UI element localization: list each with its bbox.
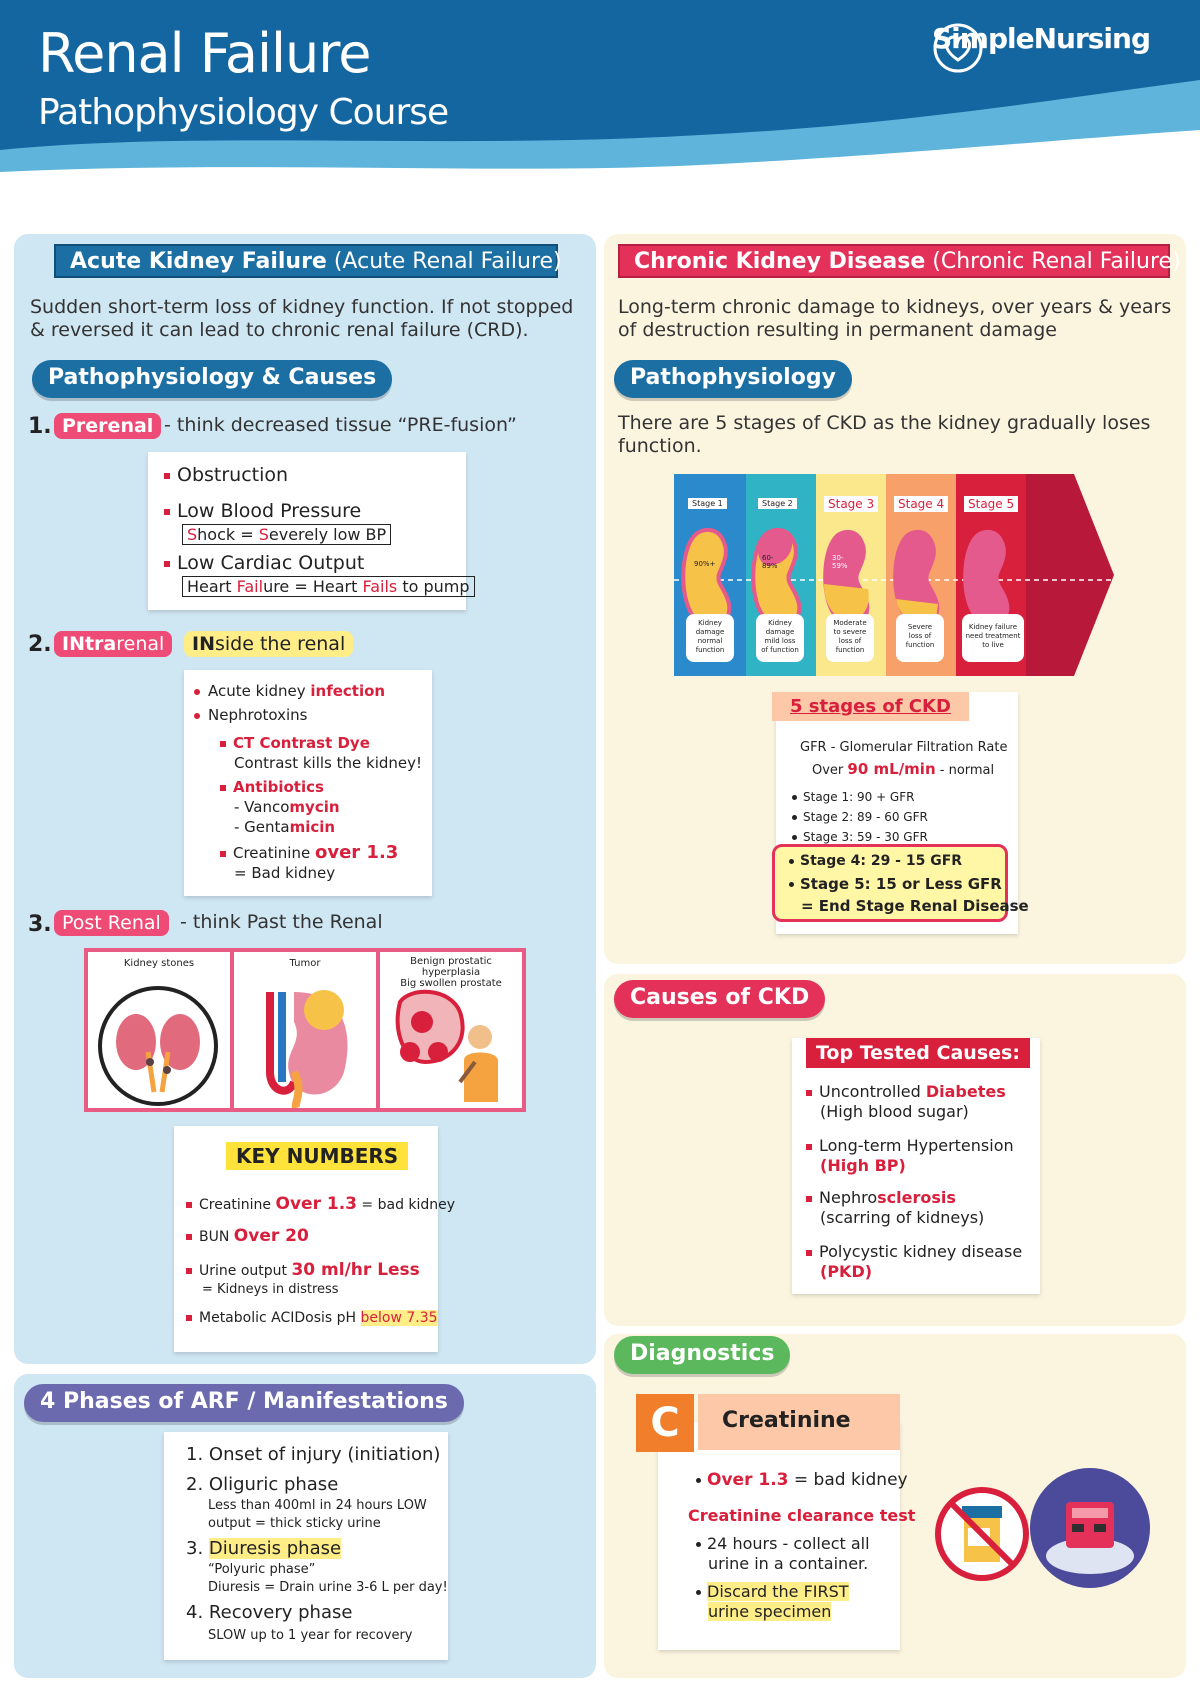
stage-1-gfr: Stage 1: 90 + GFR: [792, 790, 914, 804]
intrarenal-card: [184, 670, 432, 896]
key-creatinine: Creatinine Over 1.3 = bad kidney: [186, 1194, 455, 1214]
end-stage-highlight: [772, 844, 1029, 922]
intrarenal-number: 2.: [28, 632, 52, 657]
key-numbers-card: [174, 1126, 456, 1352]
stage-3-label: Stage 3: [824, 496, 878, 512]
prerenal-card: [148, 452, 470, 610]
inside-tag: INside the renal: [184, 631, 353, 657]
postrenal-tag: Post Renal: [54, 910, 169, 936]
creatinine-card: [658, 1422, 916, 1650]
intrarenal-tag: INtrarenal: [54, 631, 172, 657]
header-banner: [0, 0, 1200, 220]
brand-name: SimpleNursing: [932, 22, 1150, 55]
cause-hypertension-note: (High BP): [820, 1156, 906, 1175]
key-acidosis: Metabolic ACIDosis pH below 7.35: [186, 1310, 438, 1326]
stage-5-label: Stage 5: [964, 496, 1018, 512]
diagnostics-pill: Diagnostics: [614, 1336, 790, 1374]
five-stages-card: [776, 692, 1029, 934]
stethoscope-heart-icon: [932, 22, 984, 74]
key-urine: Urine output 30 ml/hr Less: [186, 1260, 420, 1280]
bph-image: Benign prostatic hyperplasia Big swollen prostate: [380, 952, 522, 1108]
cause-nephrosclerosis-note: (scarring of kidneys): [820, 1208, 985, 1227]
prerenal-item-low-co: Low Cardiac Output: [164, 552, 364, 574]
intra-item-genta: - Gentamicin: [234, 818, 336, 836]
stage-5-gfr: Stage 5: 15 or Less GFR: [789, 875, 1002, 893]
stage-1-label: Stage 1: [688, 498, 727, 509]
diag-discard: Discard the FIRST: [696, 1582, 849, 1601]
prerenal-item-low-bp: Low Blood Pressure: [164, 500, 361, 522]
stage-1-pct: 90%+: [694, 560, 716, 568]
postrenal-number: 3.: [28, 912, 52, 937]
phase-2: 2. Oliguric phase: [186, 1474, 339, 1495]
five-stages-title: 5 stages of CKD: [772, 692, 969, 721]
cause-diabetes-note: (High blood sugar): [820, 1102, 969, 1121]
intra-item-vanco: - Vancomycin: [234, 798, 340, 816]
stage-3-desc: Moderate to severe loss of function: [826, 614, 874, 662]
creatinine-badge: C: [636, 1394, 694, 1452]
causes-pill: Causes of CKD: [614, 980, 825, 1018]
phase-4: 4. Recovery phase: [186, 1602, 353, 1623]
prostate-icon: [380, 952, 522, 1108]
intra-item-ct: CT Contrast Dye: [220, 734, 370, 752]
key-bun: BUN Over 20: [186, 1226, 309, 1246]
ckd-stage-chart: [674, 474, 1114, 676]
stage-4-gfr: Stage 4: 29 - 15 GFR: [789, 853, 962, 869]
ckd-stages-text: There are 5 stages of CKD as the kidney gradually loses function.: [618, 412, 1151, 457]
stage-1-desc: Kidney damage normal function: [686, 614, 734, 662]
no-urine-cup-icon: [932, 1484, 1032, 1584]
stage-2-gfr: Stage 2: 89 - 60 GFR: [792, 810, 928, 824]
stage-2-pct: 60-89%: [762, 554, 778, 570]
shock-note: Shock = Severely low BP: [182, 524, 391, 545]
stage-5-desc: Kidney failure need treatment to live: [962, 614, 1024, 662]
prerenal-number: 1.: [28, 414, 52, 439]
ckd-patho-pill: Pathophysiology: [614, 360, 852, 398]
intra-item-creatinine-note: = Bad kidney: [234, 864, 336, 882]
page-subtitle: Pathophysiology Course: [38, 92, 449, 133]
phase-3-note-1: “Polyuric phase”: [208, 1562, 316, 1577]
phases-pill: 4 Phases of ARF / Manifestations: [24, 1384, 464, 1422]
tumor-image: Tumor: [234, 952, 376, 1108]
cause-nephrosclerosis: Nephrosclerosis: [806, 1188, 956, 1207]
phase-4-note: SLOW up to 1 year for recovery: [208, 1628, 413, 1643]
ckd-title: Chronic Kidney Disease (Chronic Renal Failure): [618, 244, 1170, 278]
prerenal-item-obstruction: Obstruction: [164, 464, 288, 486]
stage-2-label: Stage 2: [758, 498, 797, 509]
akf-title: Acute Kidney Failure (Acute Renal Failure): [54, 244, 558, 278]
brand-logo: [932, 22, 1150, 55]
phase-1: 1. Onset of injury (initiation): [186, 1444, 441, 1465]
prerenal-tag: Prerenal: [54, 413, 161, 439]
diag-24h: 24 hours - collect all: [696, 1534, 870, 1553]
stage-3-gfr: Stage 3: 59 - 30 GFR: [792, 830, 928, 844]
intra-item-infection: Acute kidney infection: [194, 682, 385, 700]
postrenal-text: - think Past the Renal: [180, 911, 383, 933]
gfr-normal: Over 90 mL/min - normal: [812, 760, 995, 778]
diag-over: Over 1.3 = bad kidney: [696, 1470, 908, 1490]
stage-4-desc: Severe loss of function: [896, 614, 944, 662]
diag-24h-note: urine in a container.: [708, 1554, 869, 1573]
phase-3-note-2: Diuresis = Drain urine 3-6 L per day!: [208, 1580, 448, 1595]
gfr-definition: GFR - Glomerular Filtration Rate: [800, 740, 1008, 755]
heart-fail-note: Heart Failure = Heart Fails to pump: [182, 576, 475, 597]
key-urine-note: = Kidneys in distress: [202, 1282, 339, 1297]
cause-hypertension: Long-term Hypertension: [806, 1136, 1014, 1155]
cause-pkd: Polycystic kidney disease: [806, 1242, 1022, 1261]
ckd-description: Long-term chronic damage to kidneys, over years & years of destruction resulting in permanent damage: [618, 296, 1172, 341]
stage-3-pct: 30-59%: [832, 554, 848, 570]
intra-item-abx: Antibiotics: [220, 778, 324, 796]
akf-description: Sudden short-term loss of kidney function. If not stopped & reversed it can lead to chronic renal failure (CRD).: [30, 296, 574, 341]
stage-2-desc: Kidney damage mild loss of function: [756, 614, 804, 662]
phase-2-note-1: Less than 400ml in 24 hours LOW: [208, 1498, 427, 1513]
akf-patho-pill: Pathophysiology & Causes: [32, 360, 392, 398]
intra-item-ct-note: Contrast kills the kidney!: [234, 754, 423, 772]
esrd-text: = End Stage Renal Disease: [801, 897, 1029, 915]
prerenal-text: - think decreased tissue “PRE-fusion”: [164, 414, 517, 436]
creatinine-label: Creatinine: [698, 1394, 900, 1450]
tumor-kidney-icon: [234, 952, 376, 1108]
page-title: Renal Failure: [38, 22, 371, 85]
phases-card: [164, 1432, 448, 1660]
urine-container-icon: [1028, 1466, 1152, 1590]
phase-2-note-2: output = thick sticky urine: [208, 1516, 381, 1531]
clearance-title: Creatinine clearance test: [688, 1506, 916, 1525]
postrenal-images: [84, 948, 526, 1112]
phase-3: 3. Diuresis phase: [186, 1538, 342, 1559]
stage-4-label: Stage 4: [894, 496, 948, 512]
intra-item-nephrotoxins: Nephrotoxins: [194, 706, 307, 724]
intra-item-creatinine: Creatinine over 1.3: [220, 842, 398, 863]
top-tested-title: Top Tested Causes:: [806, 1038, 1030, 1068]
kidney-stones-image: Kidney stones: [88, 952, 230, 1108]
diag-discard-note: urine specimen: [708, 1602, 832, 1621]
key-numbers-title: KEY NUMBERS: [226, 1142, 408, 1170]
causes-card: [792, 1038, 1040, 1294]
cause-diabetes: Uncontrolled Diabetes: [806, 1082, 1006, 1101]
cause-pkd-note: (PKD): [820, 1262, 873, 1281]
kidney-stones-icon: [88, 952, 230, 1108]
